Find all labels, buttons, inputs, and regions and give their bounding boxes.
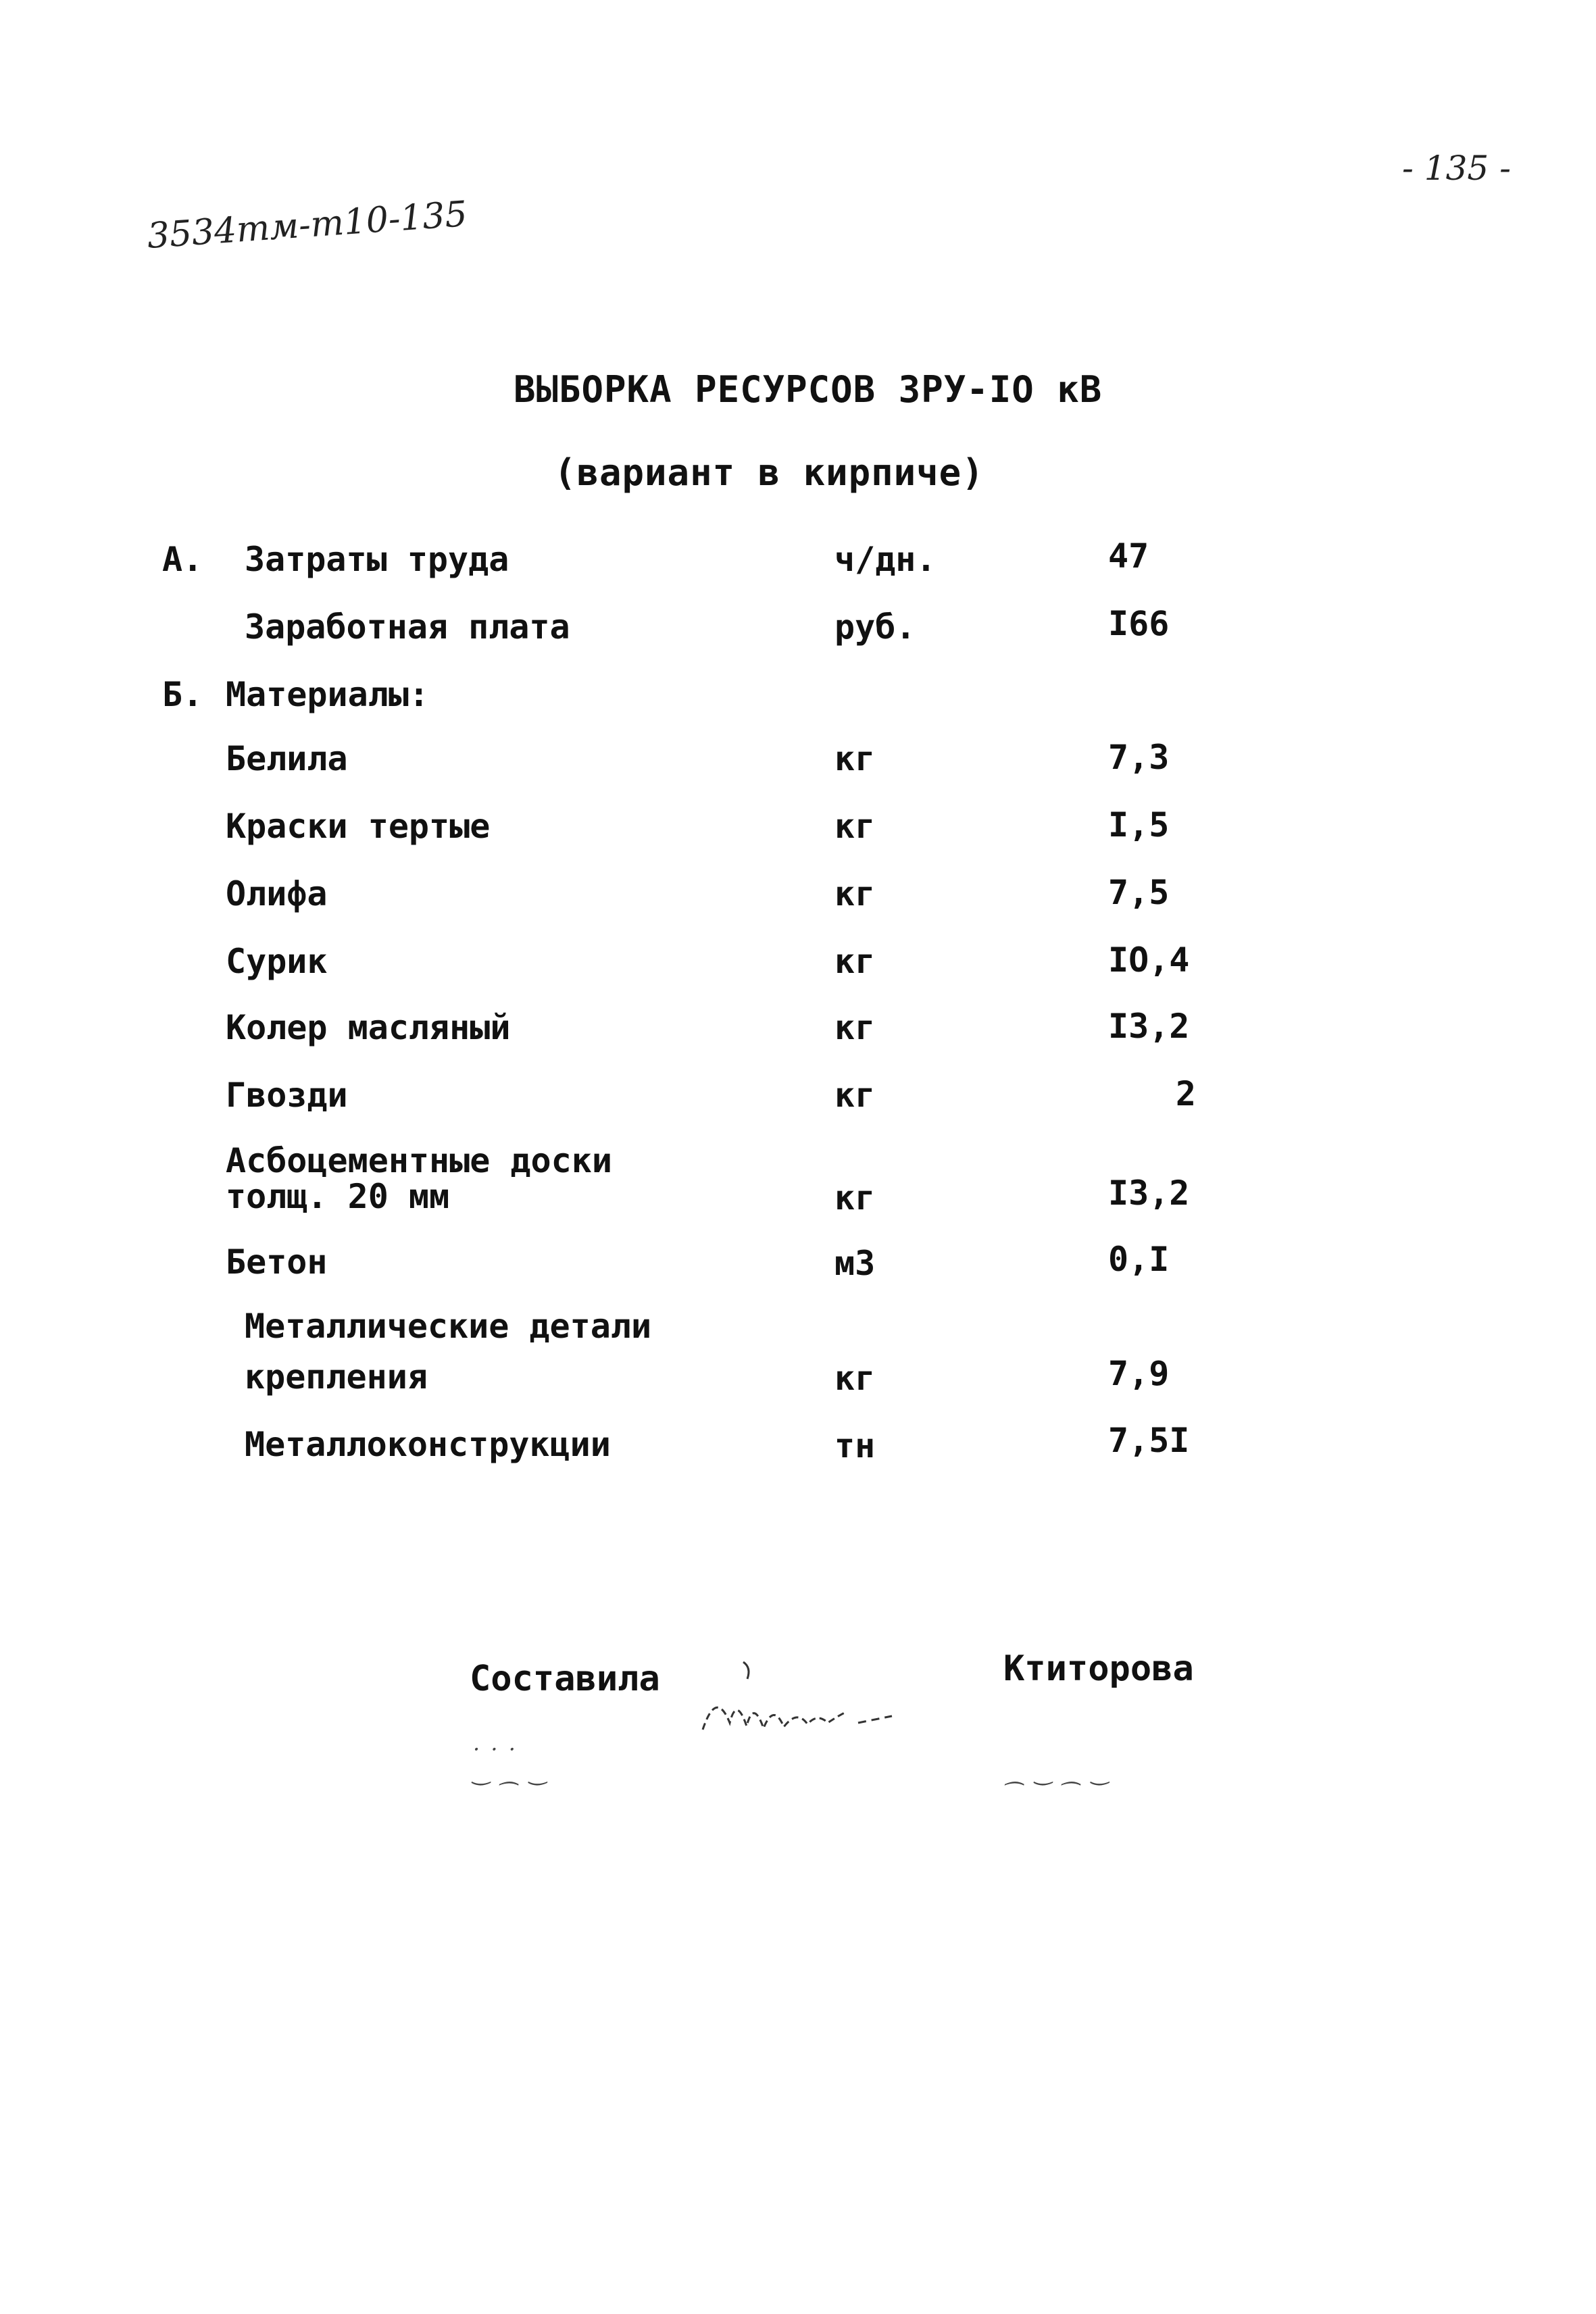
resource-name: Олифа — [226, 874, 328, 913]
document-code: 3534тм-т10-135 — [145, 194, 469, 257]
resource-qty: I3,2 — [1108, 1007, 1190, 1046]
resource-unit: ч/дн. — [834, 540, 937, 579]
resource-name-line2: крепления — [245, 1357, 428, 1397]
resource-qty: 0,I — [1108, 1240, 1170, 1279]
section-b-heading: Материалы: — [226, 675, 430, 714]
document-subtitle: (вариант в кирпиче) — [554, 451, 984, 494]
resource-unit: кг — [834, 942, 876, 981]
resource-unit: кг — [834, 1178, 876, 1217]
compiled-by-label: Составила — [470, 1659, 660, 1699]
resource-qty: 7,3 — [1108, 738, 1170, 777]
resource-unit: м3 — [834, 1244, 876, 1283]
resource-name: Гвозди — [226, 1076, 348, 1115]
resource-qty: I,5 — [1108, 805, 1170, 845]
document-title: ВЫБОРКА РЕСУРСОВ ЗРУ-IO кВ — [514, 368, 1103, 411]
resource-name: Бетон — [226, 1242, 328, 1282]
resource-name: Заработная плата — [245, 607, 570, 647]
resource-name: Краски тертые — [226, 807, 491, 846]
resource-name: Затраты труда — [245, 540, 509, 579]
faint-stamp-left: · · · — [473, 1736, 518, 1762]
resource-qty: 7,5I — [1108, 1421, 1190, 1460]
handwritten-signature — [689, 1649, 932, 1750]
section-a-mark: А. — [162, 540, 203, 579]
resource-qty: 7,9 — [1108, 1354, 1170, 1393]
faint-stamp-left-line: ‿ ⁔ ‿ — [473, 1760, 549, 1786]
resource-qty: I3,2 — [1108, 1174, 1190, 1213]
faint-stamp-right: ⁔ ‿ ⁔ ‿ — [1007, 1760, 1112, 1786]
resource-name: Белила — [226, 739, 348, 778]
resource-name-line1: Металлические детали — [245, 1307, 652, 1346]
resource-name-line2: толщ. 20 мм — [226, 1177, 450, 1216]
resource-qty: 7,5 — [1108, 873, 1170, 912]
resource-qty: 47 — [1108, 536, 1149, 576]
resource-unit: тн — [834, 1426, 876, 1465]
resource-unit: кг — [834, 1359, 876, 1398]
resource-name: Сурик — [226, 942, 328, 981]
compiler-name: Ктиторова — [1003, 1649, 1194, 1689]
resource-unit: руб. — [834, 607, 916, 647]
section-b-mark: Б. — [162, 675, 203, 714]
resource-unit: кг — [834, 1076, 876, 1115]
resource-unit: кг — [834, 1008, 876, 1047]
resource-name: Колер масляный — [226, 1008, 511, 1047]
resource-name: Металлоконструкции — [245, 1425, 611, 1464]
resource-qty: I66 — [1108, 604, 1170, 643]
resource-unit: кг — [834, 874, 876, 913]
resource-qty: IO,4 — [1108, 940, 1190, 980]
page-number: - 135 - — [1402, 149, 1512, 188]
resource-unit: кг — [834, 807, 876, 846]
resource-name-line1: Асбоцементные доски — [226, 1141, 612, 1180]
resource-qty: 2 — [1175, 1074, 1196, 1113]
resource-unit: кг — [834, 739, 876, 778]
